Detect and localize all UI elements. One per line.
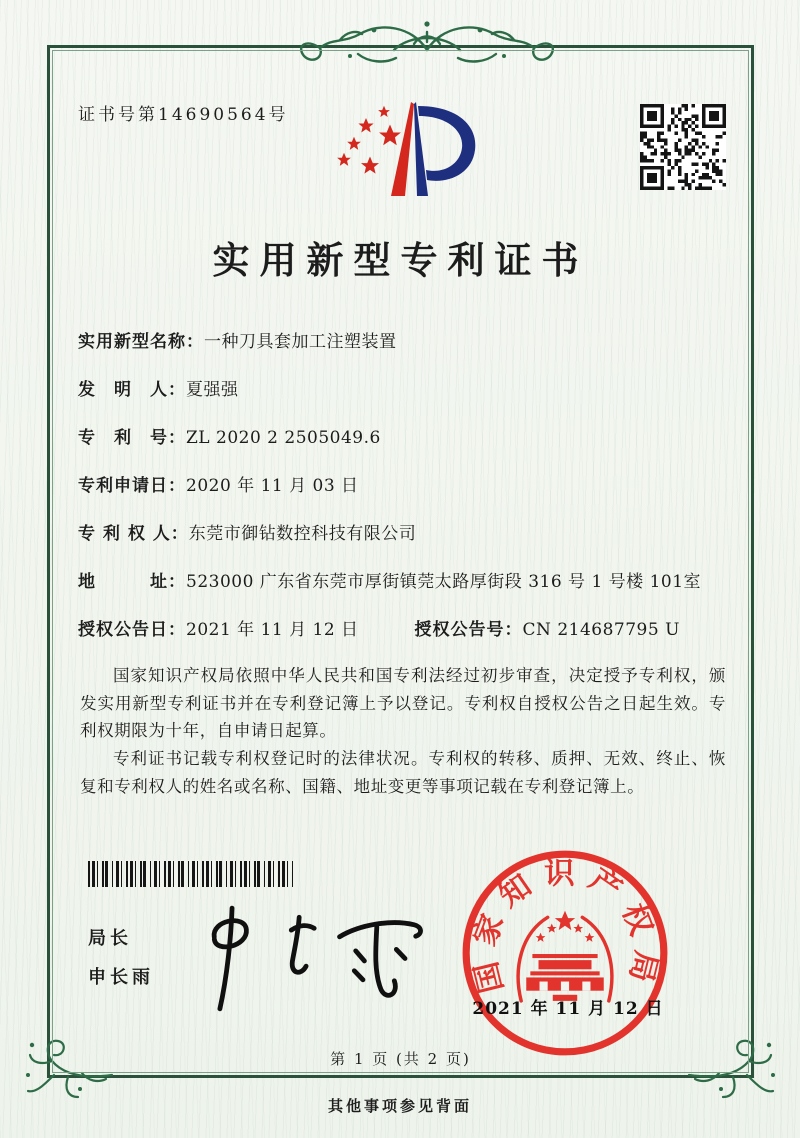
field-row-name — [78, 329, 730, 356]
field-label: 专 利 号： — [78, 428, 186, 448]
seal-date: 2021 年 11 月 12 日 — [472, 999, 664, 1019]
field-value: 一种刀具套加工注塑装置 — [204, 332, 397, 352]
field-row-grant — [78, 617, 730, 644]
field-label: 专 利 权 人： — [78, 524, 189, 544]
certificate-number: 证书号第14690564号 — [78, 105, 289, 125]
certificate-frame — [47, 45, 754, 1078]
legal-text — [80, 662, 726, 801]
cnipa-logo-icon — [332, 92, 497, 210]
barcode — [88, 861, 293, 887]
field-row-application-date — [78, 473, 730, 500]
grant-number-value: CN 214687795 U — [522, 620, 680, 640]
official-seal — [458, 846, 672, 1060]
director-title: 局长 — [88, 928, 132, 949]
certificate-title: 实用新型专利证书 — [212, 238, 589, 282]
legal-paragraph-1: 国家知识产权局依照中华人民共和国专利法经过初步审查，决定授予专利权，颁发实用新型专利证书并在专利登记簿上予以登记。专利权自授权公告之日起生效。专利权期限为十年，自申请日起算。 — [80, 666, 726, 741]
director-signature — [190, 894, 434, 1017]
field-value: 523000 广东省东莞市厚街镇莞太路厚街段 316 号 1 号楼 101室 — [186, 572, 702, 592]
field-label: 实用新型名称： — [78, 332, 204, 352]
field-label: 专利申请日： — [78, 476, 186, 496]
field-row-patent-number — [78, 425, 730, 452]
field-label: 发 明 人： — [78, 380, 186, 400]
field-row-inventor — [78, 377, 730, 404]
grant-date-label: 授权公告日： — [78, 620, 186, 640]
grant-number-label: 授权公告号： — [414, 620, 523, 640]
back-side-note: 其他事项参见背面 — [327, 1097, 472, 1115]
field-value: 东莞市御钻数控科技有限公司 — [188, 524, 417, 544]
director-name: 申长雨 — [88, 967, 154, 988]
field-value: 夏强强 — [186, 380, 239, 400]
field-value: ZL 2020 2 2505049.6 — [186, 428, 381, 448]
page-number: 第 1 页 (共 2 页) — [330, 1050, 471, 1068]
field-row-patentee — [78, 521, 730, 548]
legal-paragraph-2: 专利证书记载专利权登记时的法律状况。专利权的转移、质押、无效、终止、恢复和专利权人的姓名或名称、国籍、地址变更等事项记载在专利登记簿上。 — [80, 749, 726, 796]
top-ornament-flourish — [262, 10, 592, 72]
field-value: 2020 年 11 月 03 日 — [186, 476, 359, 496]
director-block — [88, 924, 154, 1002]
field-label: 地 址： — [78, 572, 186, 592]
field-row-address — [78, 569, 730, 596]
field-list — [78, 329, 730, 644]
qr-code — [640, 104, 726, 190]
grant-date-value: 2021 年 11 月 12 日 — [186, 620, 359, 640]
seal-text: 国家知识产权局 — [465, 855, 665, 997]
